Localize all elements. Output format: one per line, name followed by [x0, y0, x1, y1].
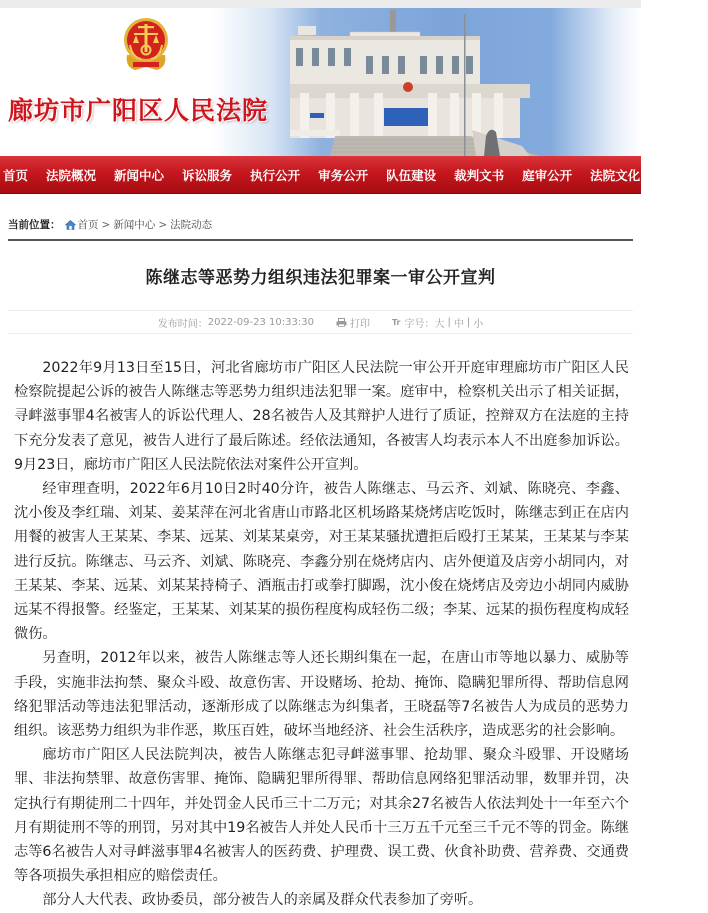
court-name-title: 廊坊市广阳区人民法院	[8, 96, 269, 125]
nav-item-home[interactable]: 首页	[3, 167, 29, 183]
nav-item-judgments[interactable]: 裁判文书	[454, 167, 505, 183]
nav-item-special-events[interactable]: 专题活动	[658, 167, 708, 183]
nav-item-news-center[interactable]: 新闻中心	[114, 167, 165, 183]
nav-item-team-building[interactable]: 队伍建设	[386, 167, 437, 183]
breadcrumb-label: 当前位置：	[8, 219, 61, 231]
nav-item-court-hearings[interactable]: 庭审公开	[522, 167, 573, 183]
article-paragraph: 经审理查明，2022年6月10日2时40分许，被告人陈继志、马云齐、刘斌、陈晓亮、李鑫、沈小俊及李红瑞、刘某、姜某萍在河北省唐山市路北区机场路某烧烤店吃饭时，陈继志到正在店内用餐的被害人王某某、李某、远某、刘某某桌旁，对王某某骚扰遭拒后殴打王某某，王某某与李某进行反抗。陈继志、马云齐、刘斌、陈晓亮、李鑫分别在烧烤店内、店外便道及店旁小胡同内，对王某某、李某、远某、刘某某持椅子、酒瓶击打或拳打脚踢，沈小俊在烧烤店及旁边小胡同内威胁远某不得报警。经鉴定，王某某、刘某某的损伤程度构成轻伤二级；李某、远某的损伤程度构成轻微伤。	[14, 481, 629, 643]
article-body	[14, 356, 629, 913]
font-size-icon: Tr	[391, 317, 401, 327]
article-paragraph: 2022年9月13日至15日，河北省廊坊市广阳区人民法院一审公开开庭审理廊坊市广阳区人民检察院提起公诉的被告人陈继志等恶势力组织违法犯罪一案。庭审中，检察机关出示了相关证据，寻衅滋事罪4名被害人的诉讼代理人、28名被告人及其辩护人进行了质证，控辩双方在法庭的主持下充分发表了意见，被告人进行了最后陈述。经依法通知，各被害人均表示本人不出庭参加诉讼。9月23日，廊坊市广阳区人民法院依法对案件公开宣判。	[14, 360, 629, 473]
article-title: 陈继志等恶势力组织违法犯罪案一审公开宣判	[145, 268, 496, 288]
font-size-small[interactable]: 小	[473, 318, 484, 330]
nav-item-court-overview[interactable]: 法院概况	[46, 167, 97, 183]
nav-item-execution-disclosure[interactable]: 执行公开	[250, 167, 301, 183]
nav-item-court-culture[interactable]: 法院文化	[590, 167, 641, 183]
article-paragraph: 部分人大代表、政协委员，部分被告人的亲属及群众代表参加了旁听。	[42, 892, 483, 909]
home-icon	[65, 220, 76, 230]
printer-icon	[336, 318, 347, 327]
breadcrumb-court-news[interactable]: 法院动态	[170, 219, 213, 231]
nav-item-litigation-service[interactable]: 诉讼服务	[182, 167, 233, 183]
font-size-label: 字号：	[404, 318, 435, 330]
article-paragraph: 另查明，2012年以来，被告人陈继志等人还长期纠集在一起，在唐山市等地以暴力、威胁等手段，实施非法拘禁、聚众斗殴、故意伤害、开设赌场、抢劫、掩饰、隐瞒犯罪所得、帮助信息网络犯罪活动等违法犯罪活动，逐渐形成了以陈继志为纠集者，王晓磊等7名被告人为成员的恶势力组织。该恶势力组织为非作恶，欺压百姓，破坏当地经济、社会生活秩序，造成恶劣的社会影响。	[14, 650, 629, 740]
publish-time-label: 发布时间：	[157, 318, 208, 330]
article-meta: 发布时间： 2022-09-23 10:33:30 打印 Tr 字号： 大 | 中 | 小	[8, 310, 633, 334]
font-size-medium[interactable]: 中	[453, 318, 464, 330]
font-size-large[interactable]: 大	[434, 318, 445, 330]
publish-time: 2022-09-23 10:33:30	[207, 316, 314, 328]
top-strip	[0, 0, 641, 8]
print-label: 打印	[349, 318, 370, 330]
breadcrumb-home[interactable]: 首页	[77, 219, 99, 231]
site-banner	[0, 8, 641, 156]
article-paragraph: 廊坊市广阳区人民法院判决，被告人陈继志犯寻衅滋事罪、抢劫罪、聚众斗殴罪、开设赌场罪、非法拘禁罪、故意伤害罪、掩饰、隐瞒犯罪所得罪、帮助信息网络犯罪活动罪，数罪并罚，决定执行有期徒刑二十四年，并处罚金人民币三十二万元；对其余27名被告人依法判处十一年至六个月有期徒刑不等的刑罚，另对其中19名被告人并处人民币十三万五千元至三千元不等的罚金。陈继志等6名被告人对寻衅滋事罪4名被害人的医药费、护理费、误工费、伙食补助费、营养费、交通费等各项损失承担相应的赔偿责任。	[14, 747, 629, 885]
breadcrumb	[8, 217, 633, 241]
main-nav	[0, 156, 708, 194]
print-button[interactable]	[336, 315, 370, 330]
court-emblem-icon	[121, 15, 171, 73]
breadcrumb-separator: >	[101, 218, 111, 231]
breadcrumb-separator: >	[158, 218, 168, 231]
breadcrumb-news-center[interactable]: 新闻中心	[113, 219, 156, 231]
court-building-image	[290, 8, 580, 156]
nav-item-trial-affairs[interactable]: 审务公开	[318, 167, 369, 183]
